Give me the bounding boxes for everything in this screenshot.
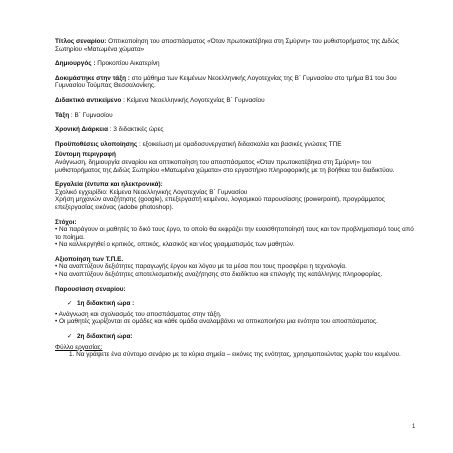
goals-section	[55, 219, 417, 249]
hour1-item: • Ανάγνωση και σχολιασμός του αποσπάσματος στην τάξη.	[55, 310, 222, 318]
tools-label: Εργαλεία (έντυπα και ηλεκτρονικά):	[55, 181, 163, 189]
subject-section	[55, 97, 417, 105]
page-number: 1	[412, 424, 416, 430]
ict-item: • Να αναπτύξουν δεξιότητες αποτελεσματικής αναζήτησης στο διαδίκτυο και επιλογής της κατάλληλης πληροφορίας.	[55, 271, 383, 279]
duration-label: Χρονική Διάρκεια	[55, 126, 109, 134]
grade-value: : Β΄ Γυμνασίου	[70, 111, 113, 119]
ict-section	[55, 256, 417, 279]
prerequisites-value: : εξοικείωση με ομαδοσυνεργατική διδασκαλία και βασικές γνώσεις ΤΠΕ	[139, 140, 342, 148]
creator-label: Δημιουργός :	[55, 60, 96, 68]
subject-label: Διδακτικό αντικείμενο	[55, 96, 122, 104]
tools-section	[55, 181, 417, 211]
testing-label: Δοκιμάστηκε στην τάξη :	[55, 74, 130, 82]
checkmark-icon: ✓	[67, 300, 73, 308]
summary-label: Σύντομη περιγραφή	[55, 151, 116, 159]
hour1-heading	[55, 300, 417, 308]
goals-item: • Να καλλιεργηθεί ο κριτικός, οπτικός, κλασικός και νέος γραμματισμός των μαθητών.	[55, 241, 295, 249]
presentation-label: Παρουσίαση σεναρίου:	[55, 285, 126, 293]
worksheet-item: 1. Να γράψετε ένα σύντομο σενάριο με τα κύρια σημεία – εικόνες της ενότητας, χρησιμοποιώντας χωρία του κειμένου.	[69, 351, 401, 359]
hour2-label: 2η διδακτική ώρα:	[77, 333, 133, 341]
tools-line: Σχολικό εγχειρίδιο: Κείμενα Νεοελληνικής Λογοτεχνίας Β΄ Γυμνασίου	[55, 188, 248, 196]
prerequisites-section	[55, 141, 417, 149]
goals-label: Στόχοι:	[55, 218, 77, 226]
title-label: Τίτλος σεναρίου:	[55, 38, 107, 45]
grade-section	[55, 112, 417, 120]
title-section	[55, 38, 417, 53]
subject-value: : Κείμενα Νεοελληνικής Λογοτεχνίας Β΄ Γυμνασίου	[123, 96, 265, 104]
presentation-section	[55, 286, 417, 294]
hour2-section	[55, 333, 417, 359]
checkmark-icon: ✓	[67, 333, 73, 341]
hour2-heading	[55, 333, 417, 341]
ict-label: Αξιοποίηση των Τ.Π.Ε.	[55, 255, 124, 263]
duration-section	[55, 126, 417, 134]
document-content	[55, 38, 417, 366]
hour1-section	[55, 300, 417, 326]
summary-value: Ανάγνωση, δημιουργία σεναρίου και οπτικοποίηση του αποσπάσματος «Όταν πρωτοκατέβηκα στη Σμύρνη» του μυθιστορήματος της Διδώς Σωτηρίου «Ματωμένα χώματα» στο εργαστήριο πληροφορικής με τη βοήθεια του διαδικτύου.	[55, 158, 395, 174]
grade-label: Τάξη	[55, 111, 70, 119]
creator-value: Προκοπίου Αικατερίνη	[97, 60, 160, 68]
goals-item: • Να παράγουν οι μαθητές το δικό τους έργο, το οποίο θα εκφράζει την ευαισθητοποίησή τους και τον προβληματισμό τους από το ποίημα.	[55, 226, 414, 241]
hour1-label: 1η διδακτική ώρα :	[77, 300, 135, 308]
ict-item: • Να αναπτύξουν δεξιότητες παραγωγής έργου και λόγου με τα μέσα που τους προσφέρει η τεχνολογία.	[55, 263, 347, 271]
summary-section	[55, 151, 417, 174]
duration-value: : 3 διδακτικές ώρες	[109, 126, 164, 134]
creator-section	[55, 60, 417, 68]
worksheet-label: Φύλλο εργασίας:	[55, 343, 103, 351]
title-value: Οπτικοποίηση του αποσπάσματος «Όταν πρωτοκατέβηκα στη Σμύρνη» του μυθιστορήματος της Διδώς Σωτηρίου «Ματωμένα χώματα»	[55, 38, 399, 53]
tools-line: Χρήση μηχανών αναζήτησης (google), επεξεργαστή κειμένου, λογισμικού παρουσίασης (powerpoint), προγράμματος επεξεργασίας εικόνας (adobe photoshop).	[55, 196, 385, 211]
testing-section	[55, 75, 417, 90]
prerequisites-label: Προϋποθέσεις υλοποίησης	[55, 140, 138, 148]
testing-value: στο μάθημα των Κειμένων Νεοελληνικής Λογοτεχνίας της Β΄ Γυμνασίου στο τμήμα Β1 του 3ου Γυμνασίου Τούμπας Θεσσαλονίκης.	[55, 74, 397, 90]
hour1-item: • Οι μαθητές χωρίζονται σε ομάδες και κάθε ομάδα αναλαμβάνει να οπτικοποιήσει μια ενότητα του αποσπάσματος.	[55, 318, 378, 326]
